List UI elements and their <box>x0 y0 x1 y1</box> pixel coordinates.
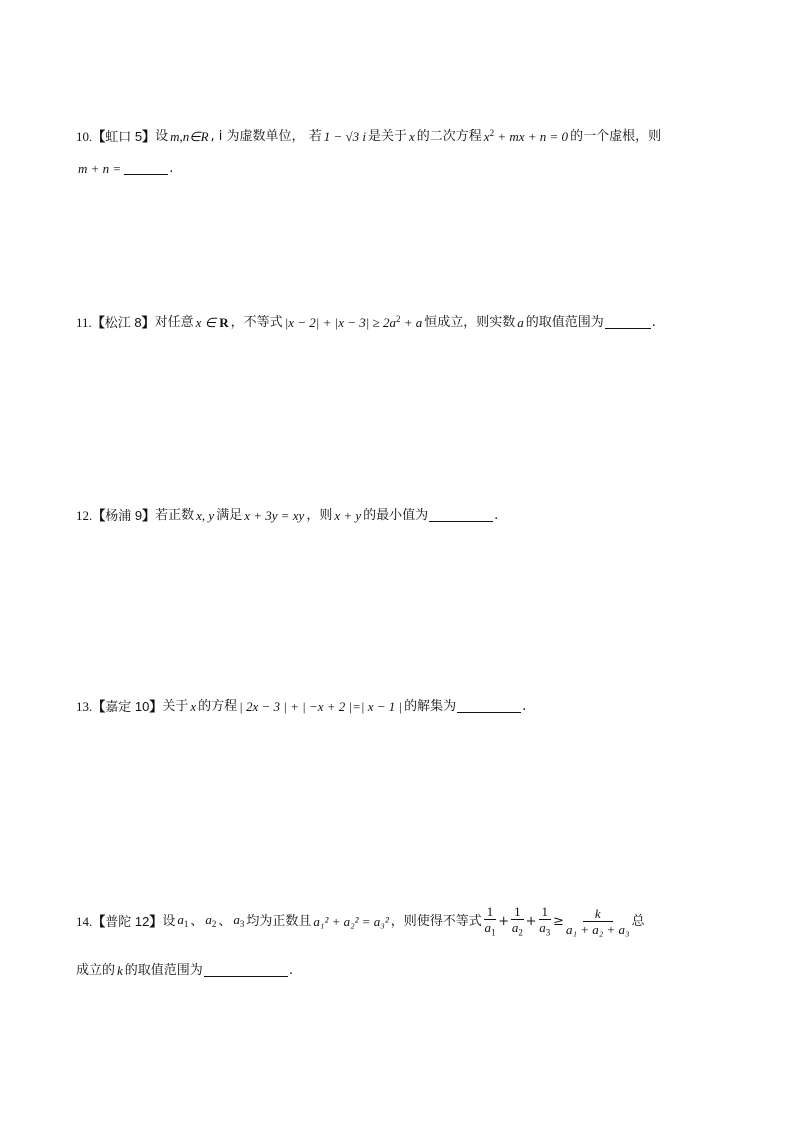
problem-number: 14. <box>76 913 93 929</box>
problem-source: 【普陀 12】 <box>92 913 163 929</box>
problem-10-line-2: m + n = . <box>78 160 174 176</box>
answer-blank[interactable] <box>605 316 651 329</box>
fraction-1-over-a2: $\frac{1}{a_2}$ <box>511 903 523 938</box>
answer-blank[interactable] <box>457 700 521 713</box>
problem-number: 11. <box>76 314 92 330</box>
problem-12: 12. 【杨浦 9】 若正数 x, y 满足 x + 3y = xy ，则 x + y 的最小值为 . <box>76 507 499 523</box>
problem-10-line-1: 10. 【虹口 5】 设 m,n∈R , i 为虚数单位， 若 1 − √3 i 是关于 x 的二次方程 $x^2$ + mx + n = 0 的一个虚根，则 <box>76 128 662 144</box>
problem-14: 14. 【普陀 12】 设 $a_1$ 、 $a_2$ 、 $a_3$ 均为正数且 a₁² + a₂² = a₃² ，则使得不等式 $\frac{1}{a_1}$ + $\frac{1}{a_2}$ + $\frac{1}{a_3}$ ≥ $\frac{k}{\text{a₁ + a₂ + a₃}}$ 总 成立的 k 的取值范围为 . <box>76 903 645 978</box>
answer-blank[interactable] <box>204 964 288 977</box>
problem-13: 13. 【嘉定 10】 关于 x 的方程 | 2x − 3 | + | −x + 2 |=| x − 1 | 的解集为 . <box>76 698 527 714</box>
problem-number: 10. <box>76 128 93 144</box>
fraction-1-over-a3: $\frac{1}{a_3}$ <box>539 903 551 938</box>
fraction-k-over-sum: $\frac{k}{\text{a₁ + a₂ + a₃}}$ <box>565 905 630 937</box>
problem-source: 【杨浦 9】 <box>92 507 156 523</box>
answer-blank[interactable] <box>429 509 493 522</box>
problem-source: 【嘉定 10】 <box>92 698 163 714</box>
fraction-1-over-a1: $\frac{1}{a_1}$ <box>484 903 496 938</box>
problem-11: 11. 【松江 8】 对任意 x ∈ R ，不等式 $|x - 2| + |x - 3| \ge 2a^2 + a$ 恒成立，则实数 a 的取值范围为 . <box>76 314 656 330</box>
problem-10 <box>76 126 726 178</box>
problem-source: 【松江 8】 <box>91 314 155 330</box>
problem-number: 13. <box>76 698 93 714</box>
problem-number: 12. <box>76 507 93 523</box>
answer-blank[interactable] <box>124 162 168 175</box>
problem-source: 【虹口 5】 <box>92 128 156 144</box>
